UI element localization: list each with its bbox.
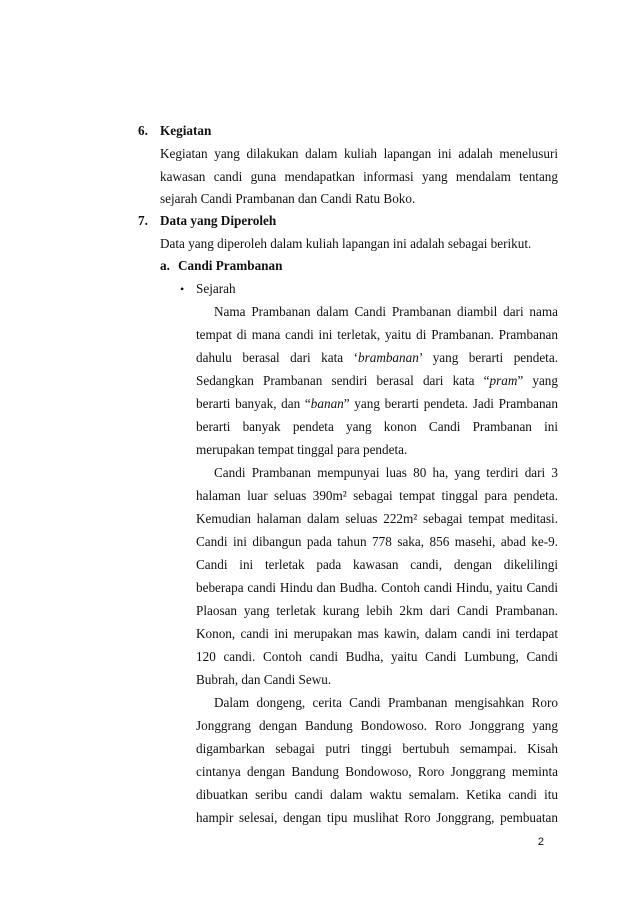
subsection-a-heading bbox=[160, 258, 282, 274]
para-1-line-1: Nama Prambanan dalam Candi Prambanan diambil dari nama bbox=[214, 304, 558, 319]
para-1-line-4: Sedangkan Prambanan sendiri berasal dari kata “pram” yang bbox=[196, 373, 558, 388]
para-2-line-8: Konon, candi ini merupakan mas kawin, dalam candi ini terdapat bbox=[196, 626, 558, 641]
page-number: 2 bbox=[537, 836, 544, 848]
section-6-line-2: kawasan candi guna mendapatkan informasi yang mendalam tentang bbox=[160, 169, 558, 184]
para-2-line-4: Candi ini dibangun pada tahun 778 saka, 856 masehi, abad ke-9. bbox=[196, 534, 558, 549]
section-7-heading bbox=[138, 213, 276, 229]
subsection-a-label: a. bbox=[160, 258, 170, 273]
section-6-heading bbox=[138, 123, 211, 139]
para-2-line-5: Candi ini terletak pada kawasan candi, dengan dikelilingi bbox=[196, 557, 558, 572]
section-6-number: 6. bbox=[138, 123, 148, 138]
para-2-line-10: Bubrah, dan Candi Sewu. bbox=[196, 672, 332, 687]
section-6-line-3: sejarah Candi Prambanan dan Candi Ratu Boko. bbox=[160, 191, 416, 206]
section-6-line-1: Kegiatan yang dilakukan dalam kuliah lapangan ini adalah menelusuri bbox=[160, 146, 558, 161]
section-6-title: Kegiatan bbox=[160, 123, 212, 138]
para-1-line-3: dahulu berasal dari kata ‘brambanan’ yang berarti pendeta. bbox=[196, 350, 558, 365]
section-7-intro: Data yang diperoleh dalam kuliah lapangan ini adalah sebagai berikut. bbox=[160, 236, 532, 251]
para-2-line-9: 120 candi. Contoh candi Budha, yaitu Candi Lumbung, Candi bbox=[196, 649, 558, 664]
para-1-line-5: berarti banyak, dan “banan” yang berarti pendeta. Jadi Prambanan bbox=[196, 396, 558, 411]
bullet-icon: • bbox=[180, 282, 185, 296]
para-2-line-7: Plaosan yang terletak kurang lebih 2km dari Candi Prambanan. bbox=[196, 603, 558, 618]
bullet-label: Sejarah bbox=[196, 281, 236, 296]
para-3-line-5: dibuatkan seribu candi dalam waktu semalam. Ketika candi itu bbox=[196, 787, 558, 802]
para-2-line-2: halaman luar seluas 390m² sebagai tempat tinggal para pendeta. bbox=[196, 488, 558, 503]
para-2-line-6: beberapa candi Hindu dan Budha. Contoh candi Hindu, yaitu Candi bbox=[196, 580, 558, 595]
section-7-title: Data yang Diperoleh bbox=[160, 213, 277, 228]
para-2-line-3: Kemudian halaman dalam seluas 222m² sebagai tempat meditasi. bbox=[196, 511, 558, 526]
para-3-line-4: cintanya dengan Bandung Bondowoso, Roro Jonggrang meminta bbox=[196, 764, 558, 779]
para-1-line-7: merupakan tempat tinggal para pendeta. bbox=[196, 442, 408, 457]
subsection-a-title: Candi Prambanan bbox=[178, 258, 283, 273]
para-3-line-6: hampir selesai, dengan tipu muslihat Roro Jonggrang, pembuatan bbox=[196, 810, 558, 825]
para-3-line-3: digambarkan sebagai putri tinggi bertubuh semampai. Kisah bbox=[196, 741, 558, 756]
section-7-number: 7. bbox=[138, 213, 148, 228]
para-1-line-2: tempat di mana candi ini terletak, yaitu di Prambanan. Prambanan bbox=[196, 327, 558, 342]
para-2-line-1: Candi Prambanan mempunyai luas 80 ha, yang terdiri dari 3 bbox=[214, 465, 558, 480]
para-1-line-6: berarti banyak pendeta yang konon Candi Prambanan ini bbox=[196, 419, 558, 434]
para-3-line-1: Dalam dongeng, cerita Candi Prambanan mengisahkan Roro bbox=[214, 695, 558, 710]
para-3-line-2: Jonggrang dengan Bandung Bondowoso. Roro Jonggrang yang bbox=[196, 718, 558, 733]
